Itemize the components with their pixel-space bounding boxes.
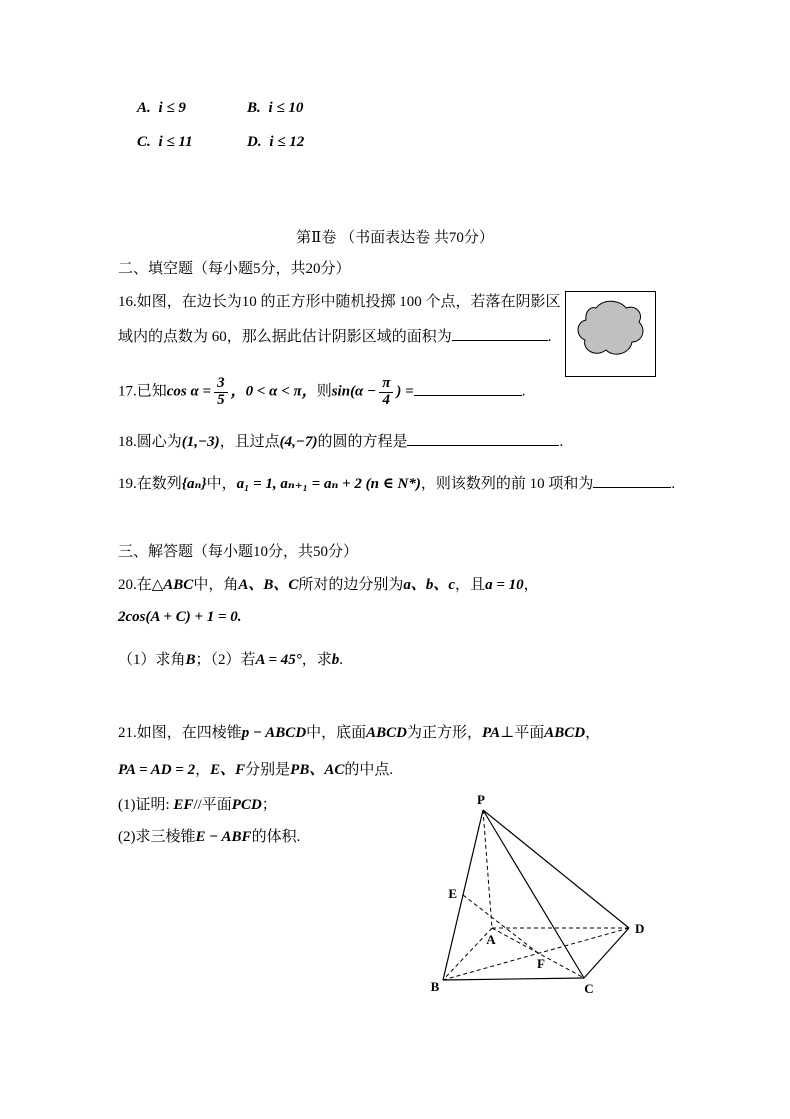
edge-pa-dashed (483, 810, 492, 928)
edge-bc (443, 978, 584, 980)
vertex-label-b: B (430, 979, 440, 994)
q19-period: . (671, 476, 676, 492)
option-c-label: C. (137, 134, 151, 150)
q20-equation: 2cos(A + C) + 1 = 0. (118, 609, 242, 625)
q17-period: . (521, 383, 526, 400)
q18-pre: 18.圆心为 (118, 434, 182, 450)
option-d-value: i ≤ 12 (269, 134, 305, 150)
q19-sequence: {aₙ} (181, 476, 207, 492)
pyramid-figure (415, 792, 665, 1007)
q17-mid-math: ，0 < α < π， (230, 383, 317, 400)
vertex-label-a: A (486, 932, 496, 947)
q21-line4 (118, 825, 300, 846)
q21-l2-text3: 的中点. (344, 762, 394, 778)
q20-l1-text4: ，且 (455, 577, 486, 593)
q18-mid: ，且过点 (219, 434, 280, 450)
q21-line2 (118, 758, 393, 779)
q20-l3-text2: ；（2）若 (195, 652, 256, 668)
part2-header: 第Ⅱ卷 （书面表达卷 共70分） (296, 230, 494, 246)
q21-l2-text2: 分别是 (245, 762, 291, 778)
option-b (247, 100, 303, 117)
q21-l1-text2: 中，底面 (306, 725, 367, 741)
q20-l3-math2: A = 45° (255, 652, 302, 668)
section-solve-header: 三、解答题（每小题10分，共50分） (118, 544, 359, 560)
q19-answer-blank (593, 472, 671, 488)
q21-l3-text1: (1)证明: (118, 797, 170, 813)
q16-answer-blank (452, 325, 548, 341)
q20-l3-math3: b (331, 652, 340, 668)
option-b-value: i ≤ 10 (268, 100, 304, 116)
q18-point1: (1,−3) (181, 434, 220, 450)
q19-mid1: 中， (206, 476, 237, 492)
q17-frac1-den: 5 (217, 391, 225, 408)
option-c (137, 134, 193, 151)
q20-l1-math3: a、b、c (403, 577, 456, 593)
q21-l4-text1: (2)求三棱锥 (118, 829, 196, 845)
edge-ab-dashed (443, 928, 492, 980)
q20-l1-math1: △ABC (151, 577, 194, 593)
q21-l2-math1: PA = AD = 2 (118, 762, 196, 778)
q17-mid-text: 则 (316, 383, 332, 400)
q20-l1-text3: 所对的边分别为 (298, 577, 404, 593)
q21-line1 (118, 721, 600, 742)
option-d (247, 134, 304, 151)
q19-formula: a₁ = 1, aₙ₊₁ = aₙ + 2 (n ∈ N*) (236, 476, 421, 492)
q21-l2-math3: PB、AC (290, 762, 345, 778)
q21-l4-text2: 的体积. (251, 829, 301, 845)
option-d-label: D. (247, 134, 262, 150)
vertex-label-p: P (477, 792, 485, 807)
q21-l1-text5: ， (585, 725, 601, 741)
edge-pd (483, 810, 629, 928)
q20-line2 (118, 609, 242, 626)
q17-fraction-3-5 (214, 376, 228, 409)
q21-l1-text4: ⊥平面 (500, 725, 545, 741)
q21-l1-math1: p − ABCD (241, 725, 307, 741)
q17-post: ) = (396, 383, 414, 400)
option-a-value: i ≤ 9 (158, 100, 186, 116)
q21-l3-text2: //平面 (193, 797, 232, 813)
q20-l3-text1: （1）求角 (118, 652, 186, 668)
q16-line2-text: 域内的点数为 60，那么据此估计阴影区域的面积为 (118, 329, 452, 345)
q21-l2-math2: E、F (210, 762, 246, 778)
shaded-region-figure (566, 292, 655, 376)
q20-l1-math4: a = 10 (485, 577, 524, 593)
q21-l3-text3: ； (261, 797, 277, 813)
q17-line (118, 376, 525, 409)
q20-l3-math1: B (185, 652, 196, 668)
q21-l1-math3: PA (482, 725, 501, 741)
q20-line1 (118, 573, 539, 594)
pyramid-svg (415, 792, 665, 1002)
q20-l1-math2: A、B、C (238, 577, 299, 593)
q17-fraction-pi-4 (379, 376, 393, 409)
shaded-region-blob (578, 301, 643, 354)
section-fill-header: 二、填空题（每小题5分，共20分） (118, 261, 351, 277)
vertex-label-e: E (448, 886, 457, 901)
q16-figure-box (565, 291, 656, 377)
q18-point2: (4,−7) (279, 434, 318, 450)
q21-line3 (118, 793, 277, 814)
q20-l3-text3: ，求 (301, 652, 332, 668)
q20-l1-text2: 中，角 (193, 577, 239, 593)
q21-l3-math1: EF (173, 797, 194, 813)
q20-l1-text5: ， (523, 577, 539, 593)
q16-line1: 16.如图，在边长为10 的正方形中随机投掷 100 个点，若落在阴影区 (118, 294, 561, 310)
q21-l1-text1: 21.如图，在四棱锥 (118, 725, 242, 741)
q19-mid2: ，则该数列的前 10 项和为 (420, 476, 594, 492)
q19-pre: 19.在数列 (118, 476, 182, 492)
q17-cos-expr: cos α = (166, 383, 212, 400)
q20-l3-text4: . (339, 652, 344, 668)
diagonal-bd-dashed (443, 928, 629, 980)
option-a (137, 100, 186, 117)
q17-frac2-num: π (379, 376, 393, 393)
vertex-label-f: F (537, 956, 545, 971)
edge-pc (483, 810, 584, 978)
vertex-label-d: D (635, 921, 645, 936)
q16-line2 (118, 325, 552, 346)
q21-l3-math2: PCD (231, 797, 262, 813)
q17-pre: 17.已知 (118, 383, 167, 400)
q20-line3 (118, 648, 343, 669)
q18-period: . (559, 434, 564, 450)
q17-answer-blank (414, 380, 522, 396)
q17-frac1-num: 3 (214, 376, 228, 393)
segment-ef-dashed (463, 895, 538, 953)
option-b-label: B. (247, 100, 261, 116)
q20-l1-text1: 20.在 (118, 577, 152, 593)
q21-l1-text3: 为正方形， (407, 725, 483, 741)
vertex-label-c: C (584, 981, 594, 996)
option-a-label: A. (137, 100, 151, 116)
q21-l4-math1: E − ABF (195, 829, 252, 845)
option-c-value: i ≤ 11 (158, 134, 193, 150)
q18-answer-blank (407, 430, 559, 446)
q16-period: . (547, 329, 552, 345)
edge-cd (584, 928, 629, 978)
q18-post: 的圆的方程是 (317, 434, 408, 450)
q19-line (118, 472, 675, 493)
q21-l2-text1: ， (195, 762, 211, 778)
q21-l1-math2: ABCD (366, 725, 408, 741)
q18-line (118, 430, 563, 451)
q17-sin-expr: sin(α − (331, 383, 377, 400)
q17-frac2-den: 4 (382, 391, 391, 408)
q21-l1-math4: ABCD (544, 725, 586, 741)
